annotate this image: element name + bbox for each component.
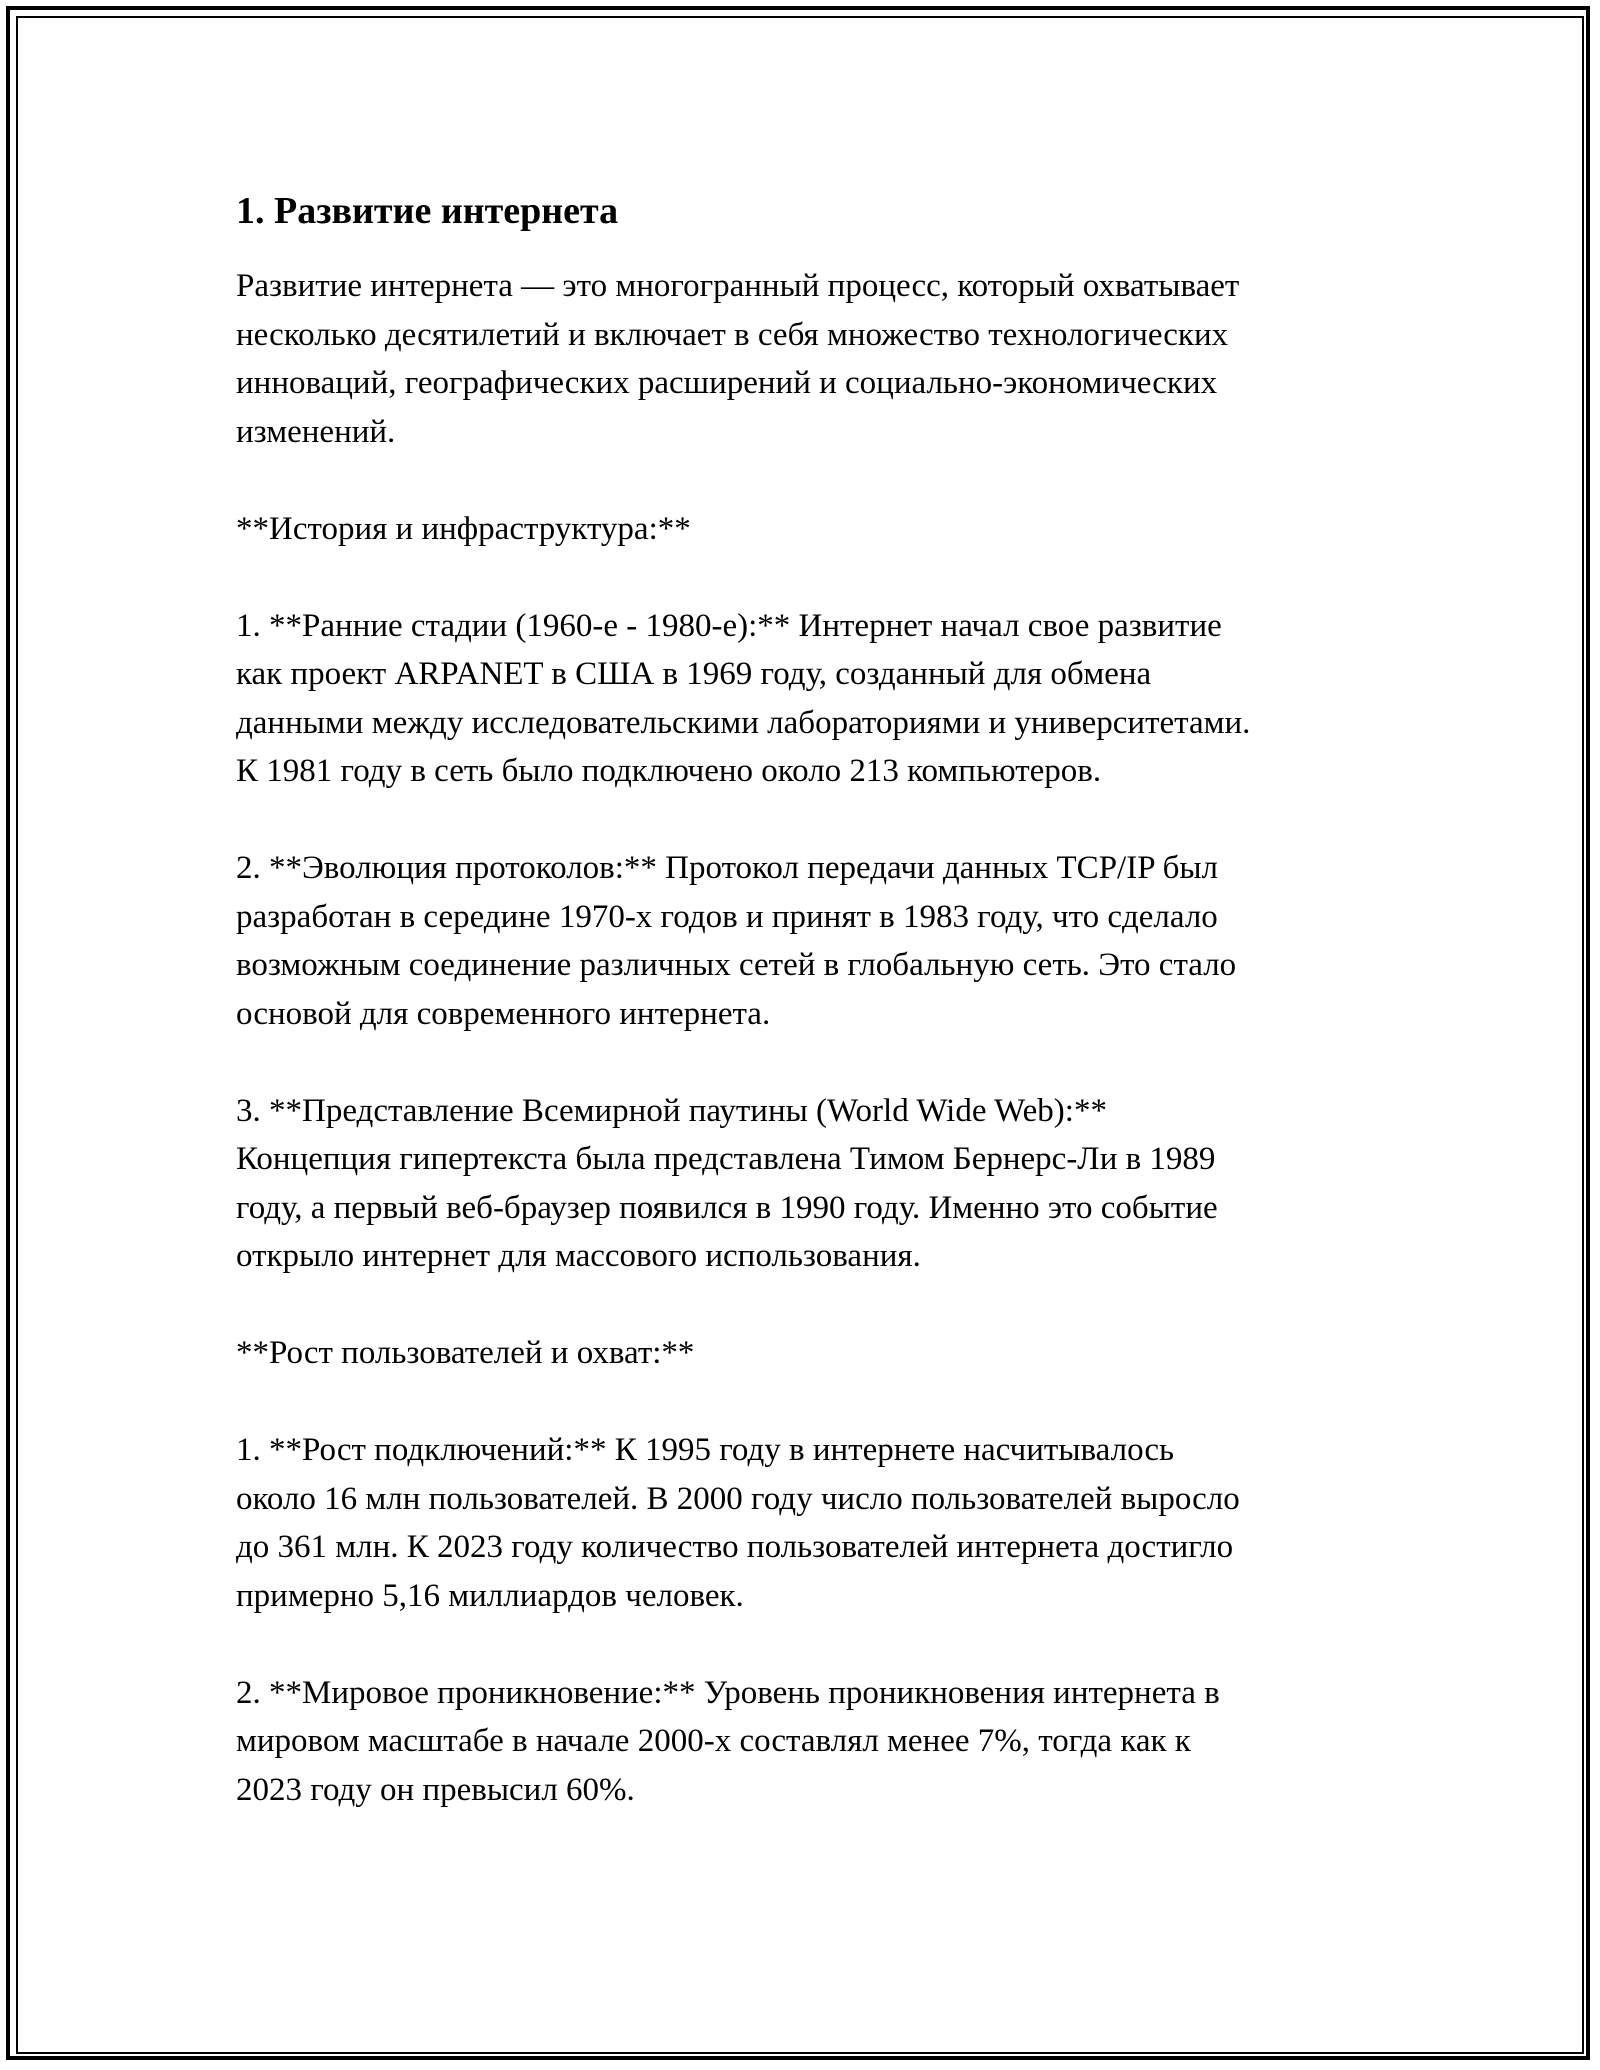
intro-paragraph: Развитие интернета — это многогранный процесс, который охватывает несколько десятилетий и включает в себя множество технологических инноваций, географических расширений и социально-экономических изменений. bbox=[236, 268, 1240, 450]
list-item-early-stages: 1. **Ранние стадии (1960-е - 1980-е):** Интернет начал свое развитие как проект ARPANET в США в 1969 году, созданный для обмена данными между исследовательскими лабораториями и университетами. К 1981 году в сеть было подключено около 213 компьютеров. bbox=[236, 607, 1251, 789]
list-item-connection-growth: 1. **Рост подключений:** К 1995 году в интернете насчитывалось около 16 млн пользователей. В 2000 году число пользователей выросло до 361 млн. К 2023 году количество пользователей интернета достигло примерно 5,16 миллиардов человек. bbox=[236, 1432, 1240, 1614]
list-item-world-wide-web: 3. **Представление Всемирной паутины (World Wide Web):** Концепция гипертекста была представлена Тимом Бернерс-Ли в 1989 году, а первый веб-браузер появился в 1990 году. Именно это событие открыло интернет для массового использования. bbox=[236, 1092, 1218, 1274]
document-title: 1. Развитие интернета bbox=[236, 190, 619, 232]
section-heading-user-growth: **Рост пользователей и охват:** bbox=[236, 1335, 695, 1371]
section-heading-history: **История и инфраструктура:** bbox=[236, 510, 691, 547]
list-item-protocol-evolution: 2. **Эволюция протоколов:** Протокол передачи данных TCP/IP был разработан в середине 1970-х годов и принят в 1983 году, что сделало возможным соединение различных сетей в глобальную сеть. Это стало основой для современного интернета. bbox=[236, 850, 1237, 1032]
list-item-global-penetration: 2. **Мировое проникновение:** Уровень проникновения интернета в мировом масштабе в начале 2000-х составлял менее 7%, тогда как к 2023 году он превысил 60%. bbox=[236, 1674, 1220, 1808]
document-body bbox=[236, 186, 1376, 1863]
